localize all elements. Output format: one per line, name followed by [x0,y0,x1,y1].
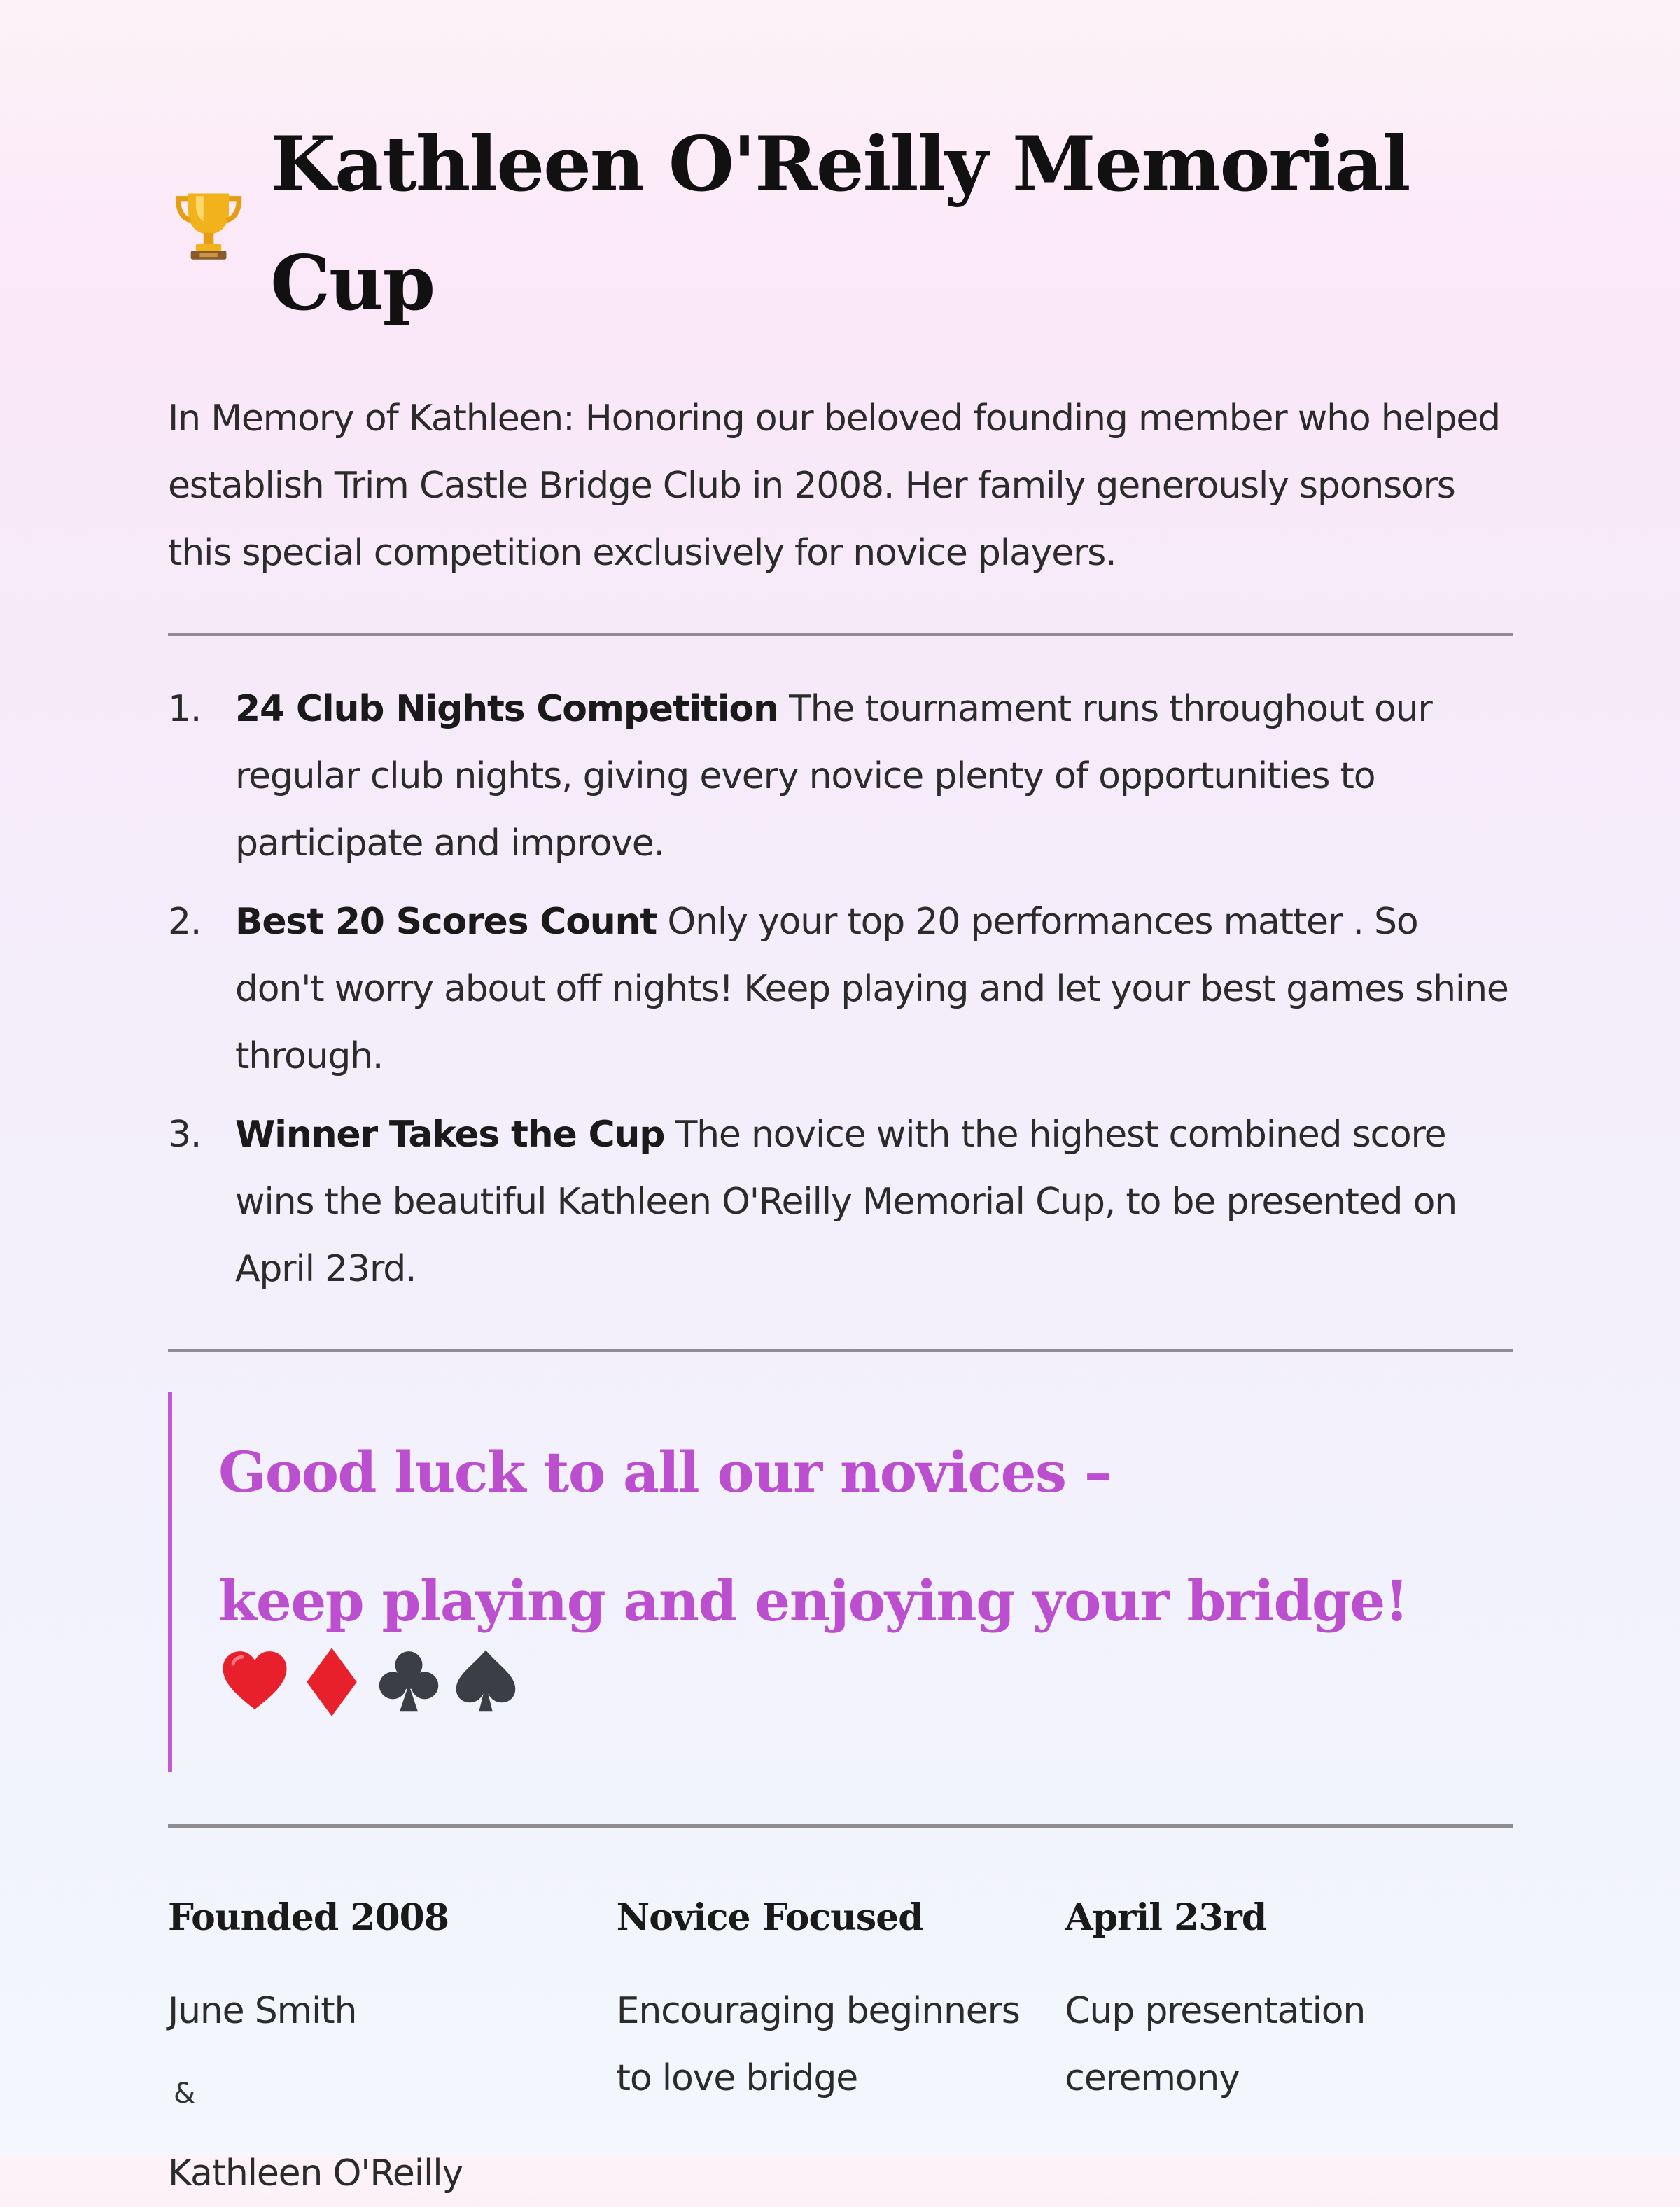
list-number: 3. [168,1114,202,1156]
divider [168,1824,1513,1828]
divider [168,633,1513,636]
footer-column-date [1065,1893,1513,2207]
rule-heading: Winner Takes the Cup [235,1114,665,1156]
list-item [168,675,1513,877]
ampersand: & [174,2078,196,2110]
diamond-icon [295,1646,368,1718]
list-number: 2. [168,901,202,943]
good-luck-quote [168,1392,1513,1772]
divider [168,1349,1513,1352]
footer-text: Encouraging beginners to love bridge [616,1990,1020,2099]
rule-text: The tournament runs throughout our regular club nights, giving every novice plenty of opportunities to participate and improve. [235,688,1432,864]
list-item [168,888,1513,1090]
heart-icon [218,1646,291,1718]
footer-column-founded [168,1893,617,2207]
footer-heading: April 23rd [1065,1896,1267,1939]
footer-info [168,1893,1513,2207]
founder-name: Kathleen O'Reilly [168,2152,463,2194]
rule-text: The novice with the highest combined score wins the beautiful Kathleen O'Reilly Memorial Cup, to be presented on April 23rd. [235,1114,1457,1290]
club-icon [372,1646,445,1718]
footer-heading: Founded 2008 [168,1896,449,1939]
list-item [168,1101,1513,1303]
title-text: Kathleen O'Reilly Memorial Cup [270,120,1410,328]
rule-heading: Best 20 Scores Count [235,901,657,943]
poster [168,105,1513,2207]
trophy-icon [168,181,249,267]
founder-name: June Smith [168,1990,357,2032]
list-number: 1. [168,688,202,730]
quote-line-2: keep playing and enjoying your bridge! [218,1568,1408,1634]
footer-text: Cup presentation ceremony [1065,1990,1366,2099]
page-title [168,105,1513,343]
footer-column-novice [617,1893,1065,2207]
rule-heading: 24 Club Nights Competition [235,688,778,730]
footer-heading: Novice Focused [616,1896,923,1939]
card-suits [218,1644,1513,1721]
intro-paragraph: In Memory of Kathleen: Honoring our beloved founding member who helped establish Trim Castle Bridge Club in 2008. Her family generously sponsors this special competition exclusively for novice players. [168,398,1500,574]
rules-list [168,675,1513,1303]
quote-line-1: Good luck to all our novices – [218,1439,1112,1505]
rule-text: Only your top 20 performances matter . So don't worry about off nights! Keep playing and let your best games shine through. [235,901,1508,1077]
spade-icon [449,1646,522,1718]
